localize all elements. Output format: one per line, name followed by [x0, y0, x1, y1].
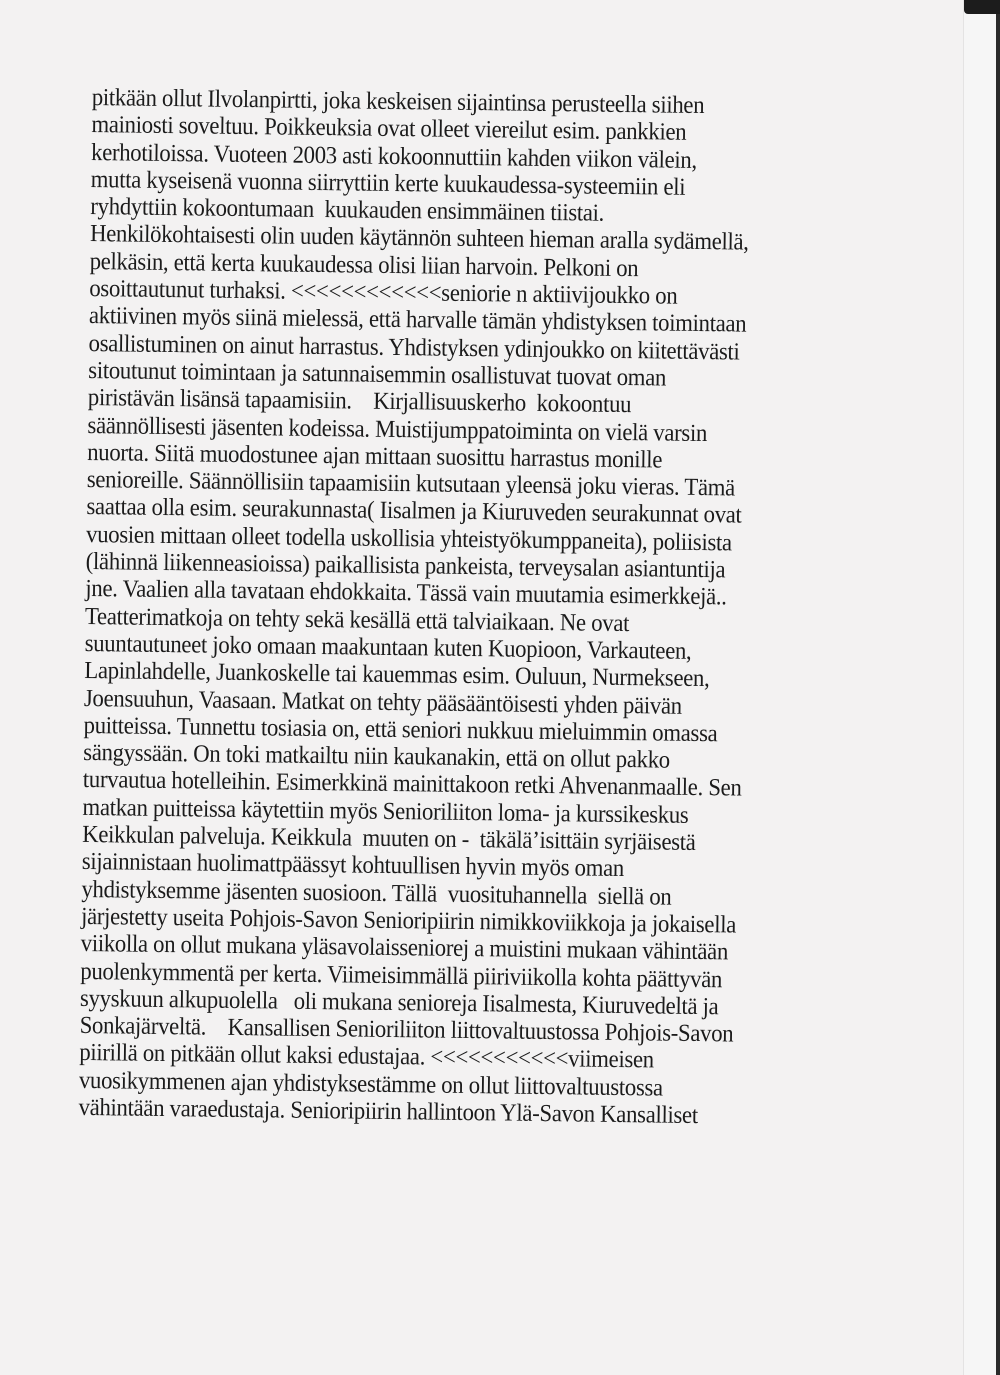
text-line: vuosikymmenen ajan yhdistyksestämme on ollut liittovaltuustossa [78, 1066, 663, 1102]
scan-margin-strip [963, 0, 1000, 1375]
text-line: nuorta. Siitä muodostunee ajan mittaan suosittu harrastus monille [87, 438, 663, 474]
text-line: Keikkulan palveluja. Keikkula muuten on - täkälä’isittäin syrjäisestä [81, 820, 696, 856]
text-line: pitkään ollut Ilvolanpirtti, joka keskeisen sijaintinsa perusteella siihen [91, 84, 705, 120]
text-line: viikolla on ollut mukana yläsavolaisseniorej a muistini mukaan vähintään [80, 930, 729, 966]
text-line: piristävän lisänsä tapaamisiin. Kirjallisuuskerho kokoontuu [87, 384, 632, 419]
text-line: osoittautunut turhaksi. <<<<<<<<<<<<seniorie n aktiivijoukko on [89, 275, 678, 310]
text-line: Sonkajärveltä. Kansallisen Senioriliiton liittovaltuustossa Pohjois-Savon [79, 1012, 734, 1048]
text-line: (lähinnä liikenneasioissa) paikallisista pankeista, terveysalan asiantuntija [85, 548, 726, 584]
text-line: Joensuuhun, Vaasaan. Matkat on tehty pääsääntöisesti yhden päivän [83, 684, 682, 720]
text-line: säännöllisesti jäsenten kodeissa. Muistijumppatoiminta on vielä varsin [87, 411, 708, 447]
text-line: sitoutunut toimintaan ja satunnaisemmin osallistuvat tuovat oman [88, 356, 667, 392]
text-line: ryhdyttiin kokoontumaan kuukauden ensimmäinen tiistai. [90, 193, 605, 227]
text-line: osallistuminen on ainut harrastus. Yhdistyksen ydinjoukko on kiitettävästi [88, 329, 740, 366]
text-line: piirillä on pitkään ollut kaksi edustajaa. <<<<<<<<<<<viimeisen [79, 1039, 654, 1074]
text-line: suuntautuneet joko omaan maakuntaan kuten Kuopioon, Varkauteen, [84, 629, 692, 665]
text-line: kerhotiloissa. Vuoteen 2003 asti kokoonnuttiin kahden viikon välein, [90, 138, 697, 174]
text-line: pelkäsin, että kerta kuukaudessa olisi liian harvoin. Pelkoni on [89, 247, 639, 282]
text-line: vähintään varaedustaja. Senioripiirin hallintoon Ylä-Savon Kansalliset [78, 1093, 698, 1130]
text-line: Henkilökohtaisesti olin uuden käytännön suhteen hieman aralla sydämellä, [89, 220, 749, 257]
text-line: matkan puitteissa käytettiin myös Senioriliiton loma- ja kurssikeskus [82, 793, 689, 829]
text-line: sängyssään. On toki matkailtu niin kaukanakin, että on ollut pakko [83, 739, 671, 774]
text-line: jne. Vaalien alla tavataan ehdokkaita. Tässä vain muutamia esimerkkejä.. [85, 575, 727, 611]
text-line: yhdistyksemme jäsenten suosioon. Tällä vuosituhannella siellä on [81, 875, 672, 911]
text-line: järjestetty useita Pohjois-Savon Senioripiirin nimikkoviikkoja ja jokaisella [80, 902, 737, 939]
text-line: aktiivinen myös siinä mielessä, että harvalle tämän yhdistyksen toimintaan [88, 302, 747, 338]
text-line: sijainnistaan huolimattpäässyt kohtuullisen hyvin myös oman [81, 848, 625, 883]
text-line: puolenkymmentä per kerta. Viimeisimmällä piiriviikolla kohta päättyvän [80, 957, 723, 993]
text-line: vuosien mittaan olleet todella uskollisia yhteistyökumppaneita), poliisista [85, 520, 732, 557]
scan-corner-shadow [964, 0, 1000, 14]
text-line: Teatterimatkoja on tehty sekä kesällä että talviaikaan. Ne ovat [84, 602, 630, 637]
text-line: puitteissa. Tunnettu tosiasia on, että seniori nukkuu mieluimmin omassa [83, 711, 718, 748]
scan-edge-shadow [996, 0, 1000, 1375]
text-line: turvautua hotelleihin. Esimerkkinä mainittakoon retki Ahvenanmaalle. Sen [82, 766, 742, 802]
text-line: senioreille. Säännöllisiin tapaamisiin kutsutaan yleensä joku vieras. Tämä [86, 466, 736, 502]
text-line: mutta kyseisenä vuonna siirryttiin kerte kuukaudessa-systeemiin eli [90, 165, 686, 201]
text-line: Lapinlahdelle, Juankoskelle tai kauemmas esim. Ouluun, Nurmekseen, [84, 657, 710, 693]
body-text [78, 84, 912, 1132]
text-line: syyskuun alkupuolella oli mukana senioreja Iisalmesta, Kiuruvedeltä ja [79, 984, 719, 1021]
text-line: saattaa olla esim. seurakunnasta( Iisalmen ja Kiuruveden seurakunnat ovat [86, 493, 742, 529]
text-line: mainiosti soveltuu. Poikkeuksia ovat olleet viereilut esim. pankkien [91, 111, 687, 147]
